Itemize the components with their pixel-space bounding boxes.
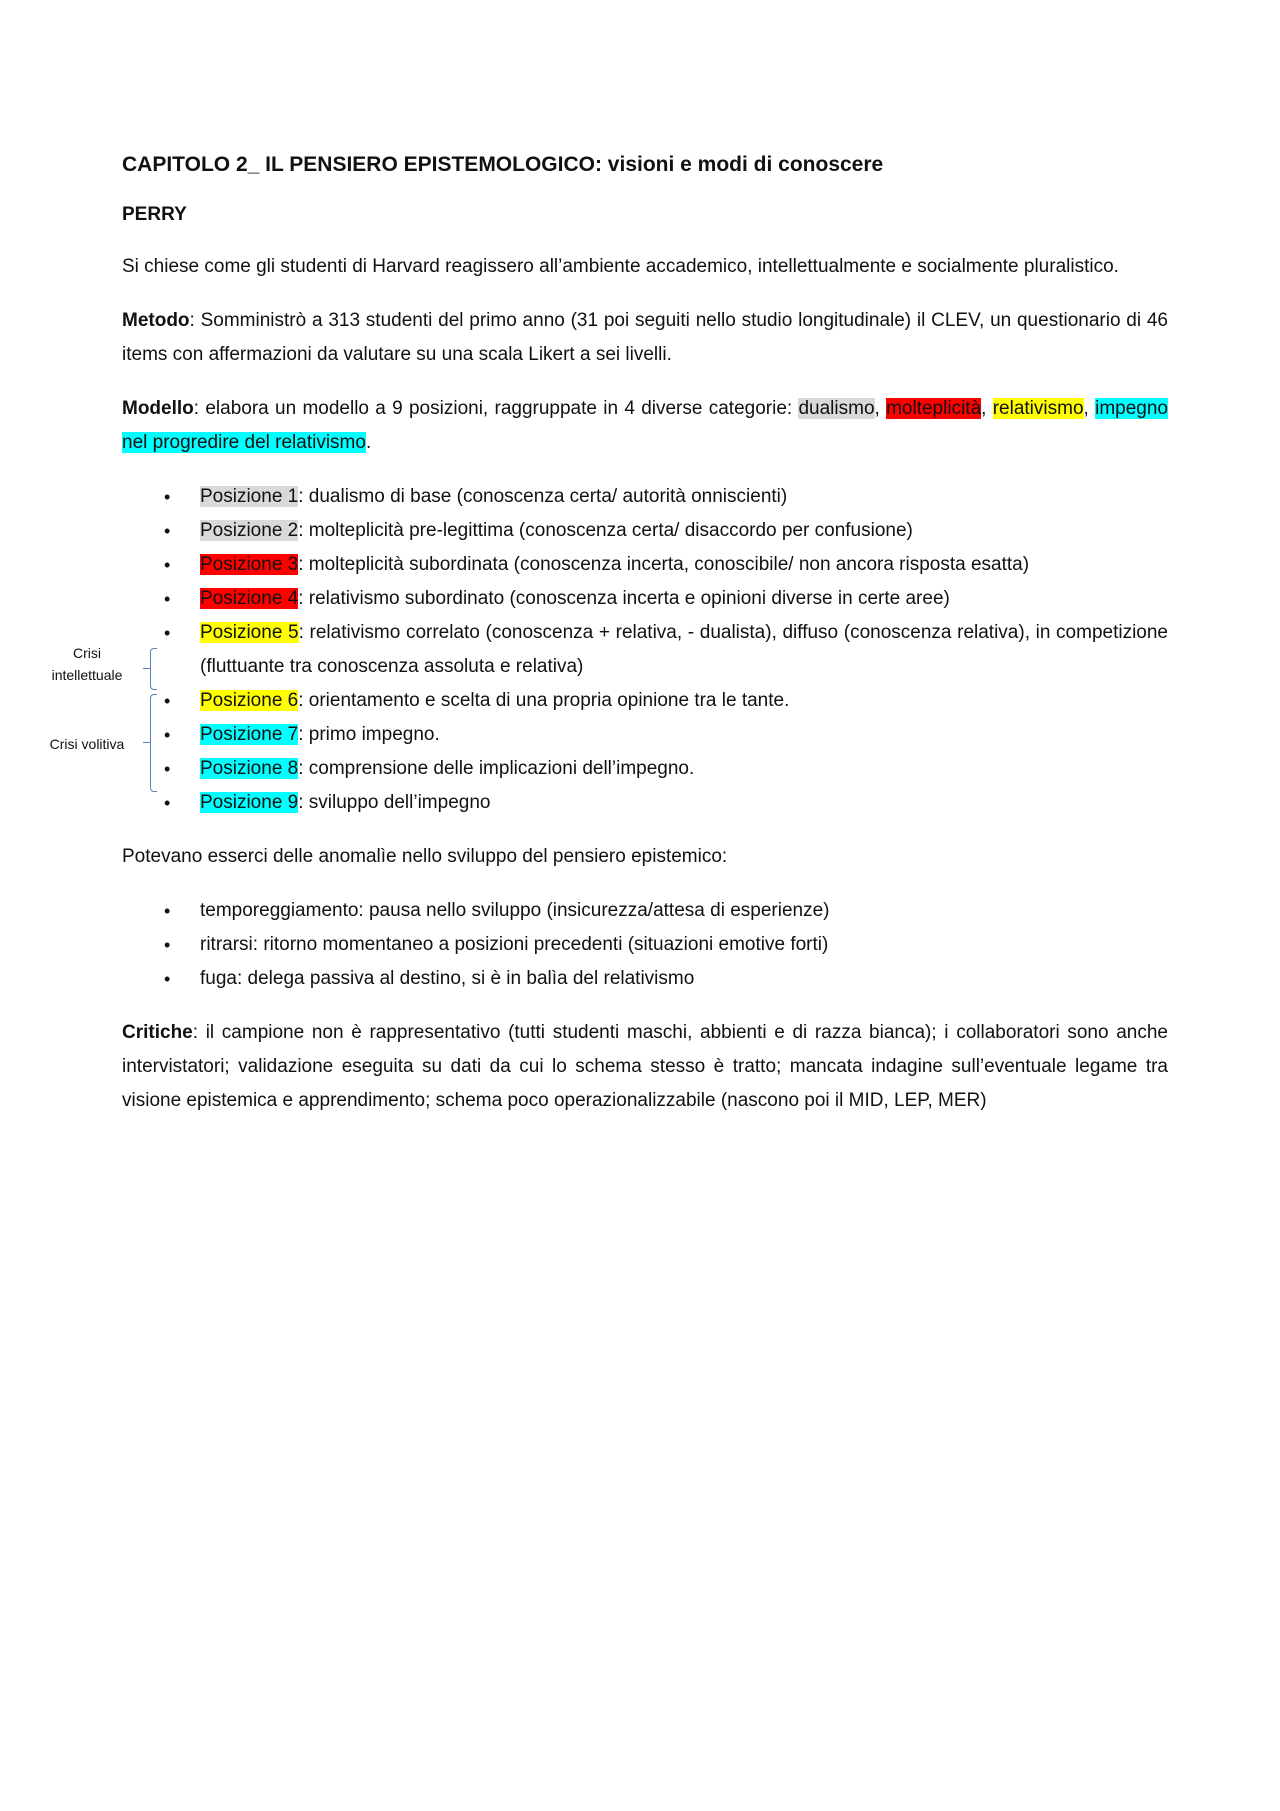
position-text: : relativismo subordinato (conoscenza incerta e opinioni diverse in certe aree)	[298, 588, 950, 609]
side-label-crisi-intellettuale-line1: Crisi	[73, 645, 101, 661]
position-text: : primo impegno.	[298, 724, 440, 745]
position-text: : orientamento e scelta di una propria opinione tra le tante.	[298, 690, 790, 711]
list-item-anomalia	[122, 894, 1168, 928]
positions-list	[122, 480, 1168, 820]
position-text: : dualismo di base (conoscenza certa/ autorità onniscienti)	[298, 486, 788, 507]
intro-paragraph: Si chiese come gli studenti di Harvard reagissero all’ambiente accademico, intellettualmente e socialmente pluralistico.	[122, 256, 1119, 277]
anomalia-text: fuga: delega passiva al destino, si è in balìa del relativismo	[200, 968, 695, 989]
modello-sep-2: ,	[981, 398, 993, 419]
list-item-anomalia	[122, 928, 1168, 962]
position-label: Posizione 2	[200, 520, 299, 541]
category-dualismo: dualismo	[798, 398, 875, 419]
position-label: Posizione 7	[200, 724, 299, 745]
list-item-posizione-5	[122, 616, 1168, 684]
category-impegno: impegno nel progredire del relativismo	[122, 398, 1168, 453]
position-label: Posizione 4	[200, 588, 299, 609]
side-label-crisi-volitiva-text: Crisi volitiva	[49, 736, 125, 752]
modello-end: .	[365, 432, 372, 453]
anomalia-text: ritrarsi: ritorno momentaneo a posizioni precedenti (situazioni emotive forti)	[200, 934, 829, 955]
critiche-paragraph	[122, 1016, 1168, 1118]
category-molteplicita: molteplicità	[886, 398, 982, 419]
position-label: Posizione 3	[200, 554, 299, 575]
metodo-paragraph	[122, 304, 1168, 372]
list-item-posizione-3	[122, 548, 1168, 582]
position-label: Posizione 1	[200, 486, 299, 507]
bullet: •	[164, 555, 171, 575]
modello-text: : elabora un modello a 9 posizioni, raggruppate in 4 diverse categorie:	[193, 398, 799, 419]
list-item-posizione-2	[122, 514, 1168, 548]
position-text: : comprensione delle implicazioni dell’impegno.	[298, 758, 695, 779]
side-label-crisi-intellettuale-line2: intellettuale	[51, 667, 123, 683]
anomalia-text: temporeggiamento: pausa nello sviluppo (insicurezza/attesa di esperienze)	[200, 900, 830, 921]
position-label: Posizione 6	[200, 690, 299, 711]
bullet: •	[164, 725, 171, 745]
list-item-posizione-6	[122, 684, 1168, 718]
anomalie-list	[122, 894, 1168, 996]
metodo-label: Metodo	[122, 310, 190, 331]
modello-sep-3: ,	[1083, 398, 1096, 419]
page-title: CAPITOLO 2_ IL PENSIERO EPISTEMOLOGICO: visioni e modi di conoscere	[122, 153, 884, 176]
position-text: : relativismo correlato (conoscenza + relativa, - dualista), diffuso (conoscenza relativa), in competizione (fluttuante tra conoscenza assoluta e relativa)	[200, 622, 1168, 677]
modello-label: Modello	[122, 398, 194, 419]
position-text: : sviluppo dell’impegno	[298, 792, 491, 813]
list-item-posizione-1	[122, 480, 1168, 514]
position-text: : molteplicità pre-legittima (conoscenza certa/ disaccordo per confusione)	[298, 520, 913, 541]
list-item-posizione-9	[122, 786, 1168, 820]
bullet: •	[164, 793, 171, 813]
modello-paragraph	[122, 392, 1168, 460]
position-label: Posizione 5	[200, 622, 299, 643]
position-label: Posizione 8	[200, 758, 299, 779]
critiche-label: Critiche	[122, 1022, 193, 1043]
position-label: Posizione 9	[200, 792, 299, 813]
bullet: •	[164, 487, 171, 507]
bullet: •	[164, 969, 171, 989]
bullet: •	[164, 589, 171, 609]
bullet: •	[164, 901, 171, 921]
section-heading-perry: PERRY	[122, 204, 187, 225]
bullet: •	[164, 935, 171, 955]
anomalie-intro: Potevano esserci delle anomalìe nello sviluppo del pensiero epistemico:	[122, 846, 728, 867]
bullet: •	[164, 521, 171, 541]
list-item-anomalia	[122, 962, 1168, 996]
critiche-text: : il campione non è rappresentativo (tutti studenti maschi, abbienti e di razza bianca); i collaboratori sono anche intervistatori; validazione eseguita su dati da cui lo schema stesso è tratto; mancata indagine sull’eventuale legame tra visione epistemica e apprendimento; schema poco operazionalizzabile (nascono poi il MID, LEP, MER)	[122, 1022, 1168, 1111]
bullet: •	[164, 759, 171, 779]
category-relativismo: relativismo	[992, 398, 1084, 419]
list-item-posizione-8	[122, 752, 1168, 786]
document-page	[122, 150, 1168, 1138]
list-item-posizione-4	[122, 582, 1168, 616]
position-text: : molteplicità subordinata (conoscenza incerta, conoscibile/ non ancora risposta esatta)	[298, 554, 1030, 575]
bullet: •	[164, 691, 171, 711]
bullet: •	[164, 623, 171, 643]
metodo-text: : Somministrò a 313 studenti del primo anno (31 poi seguiti nello studio longitudinale) il CLEV, un questionario di 46 items con affermazioni da valutare su una scala Likert a sei livelli.	[122, 310, 1168, 365]
list-item-posizione-7	[122, 718, 1168, 752]
modello-sep-1: ,	[874, 398, 887, 419]
